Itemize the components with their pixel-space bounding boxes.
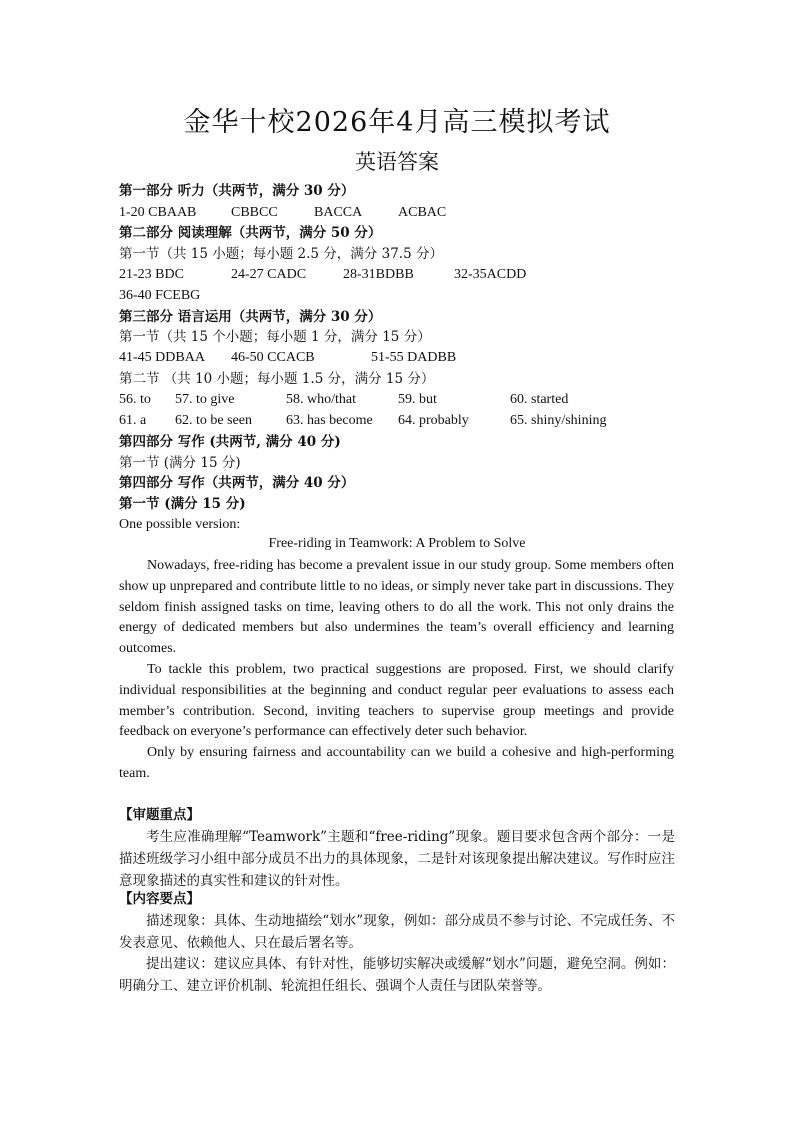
answer-group: 1-20 CBAAB xyxy=(119,205,197,220)
answer-group: CBBCC xyxy=(231,205,278,220)
part3-fill-row2 xyxy=(119,412,679,430)
essay-paragraph: Only by ensuring fairness and accountability can we build a cohesive and high-performing team. xyxy=(119,745,674,781)
fill-answer: 64. probably xyxy=(398,413,469,428)
content-point: 提出建议：建议应具体、有针对性，能够切实解决或缓解“划水”问题，避免空洞。例如：明确分工、建立评价机制、轮流担任组长、强调个人责任与团队荣誉等。 xyxy=(119,956,675,994)
part4-heading-repeat: 第四部分 写作（共两节，满分 40 分） xyxy=(119,475,355,491)
answer-group: 32-35ACDD xyxy=(454,267,527,282)
content-points-heading: 【内容要点】 xyxy=(119,891,200,907)
answer-group: 41-45 DDBAA xyxy=(119,350,205,365)
answer-group: BACCA xyxy=(314,205,363,220)
part4-heading: 第四部分 写作 (共两节, 满分 40 分) xyxy=(119,434,341,450)
fill-answer: 60. started xyxy=(510,392,569,407)
page-subtitle: 英语答案 xyxy=(355,150,439,174)
fill-answer: 58. who/that xyxy=(286,392,356,407)
answer-group: 51-55 DADBB xyxy=(371,350,457,365)
possible-version-label: One possible version: xyxy=(119,517,241,532)
part3-answers-row1 xyxy=(119,349,679,367)
fill-answer: 65. shiny/shining xyxy=(510,413,607,428)
part3-section1: 第一节（共 15 个小题；每小题 1 分，满分 15 分） xyxy=(119,329,431,345)
essay-title: Free-riding in Teamwork: A Problem to Solve xyxy=(268,536,526,551)
fill-answer: 57. to give xyxy=(175,392,235,407)
fill-answer: 62. to be seen xyxy=(175,413,252,428)
key-points-heading: 【审题重点】 xyxy=(119,807,200,823)
part3-fill-row1 xyxy=(119,391,679,409)
answer-group: 28-31BDBB xyxy=(343,267,414,282)
answer-group: ACBAC xyxy=(398,205,447,220)
answer-group: 21-23 BDC xyxy=(119,267,184,282)
part2-heading: 第二部分 阅读理解（共两节，满分 50 分） xyxy=(119,225,382,241)
part4-section1: 第一节 (满分 15 分) xyxy=(119,455,241,471)
key-points-text: 考生应准确理解“Teamwork”主题和“free-riding”现象。题目要求包含两个部分：一是描述班级学习小组中部分成员不出力的具体现象，二是针对该现象提出解决建议。写作时应注意现象描述的真实性和建议的针对性。 xyxy=(119,829,675,889)
part1-answers xyxy=(119,204,679,222)
essay-paragraph: Nowadays, free-riding has become a prevalent issue in our study group. Some members often show up unprepared and contribute little to no ideas, or simply never take part in discussions. They seldom finish assigned tasks on time, leaving others to do all the work. This not only drains the energy of dedicated members but also undermines the team’s overall efficiency and learning outcomes. xyxy=(119,558,674,657)
part4-section1-repeat: 第一节 (满分 15 分) xyxy=(119,496,246,512)
part3-section2: 第二节 （共 10 小题；每小题 1.5 分，满分 15 分） xyxy=(119,371,435,387)
essay-paragraph: To tackle this problem, two practical suggestions are proposed. First, we should clarify individual responsibilities at the beginning and conduct regular peer evaluations to assess each member’s contribution. Second, inviting teachers to supervise group meetings and provide feedback on everyone’s performance can effectively deter such behavior. xyxy=(119,662,674,740)
answer-group: 24-27 CADC xyxy=(231,267,307,282)
fill-answer: 61. a xyxy=(119,413,147,428)
part3-heading: 第三部分 语言运用（共两节，满分 30 分） xyxy=(119,309,382,325)
fill-answer: 56. to xyxy=(119,392,151,407)
fill-answer: 59. but xyxy=(398,392,437,407)
part1-heading: 第一部分 听力（共两节，满分 30 分） xyxy=(119,183,355,199)
fill-answer: 63. has become xyxy=(286,413,373,428)
part2-answers-row1 xyxy=(119,266,679,284)
content-point: 描述现象：具体、生动地描绘“划水”现象，例如：部分成员不参与讨论、不完成任务、不发表意见、依赖他人、只在最后署名等。 xyxy=(119,913,675,951)
answer-group: 46-50 CCACB xyxy=(231,350,315,365)
part2-answers-row2: 36-40 FCEBG xyxy=(119,288,201,303)
page-title: 金华十校2026年4月高三模拟考试 xyxy=(183,107,611,138)
part2-section1: 第一节（共 15 小题；每小题 2.5 分，满分 37.5 分） xyxy=(119,246,443,262)
